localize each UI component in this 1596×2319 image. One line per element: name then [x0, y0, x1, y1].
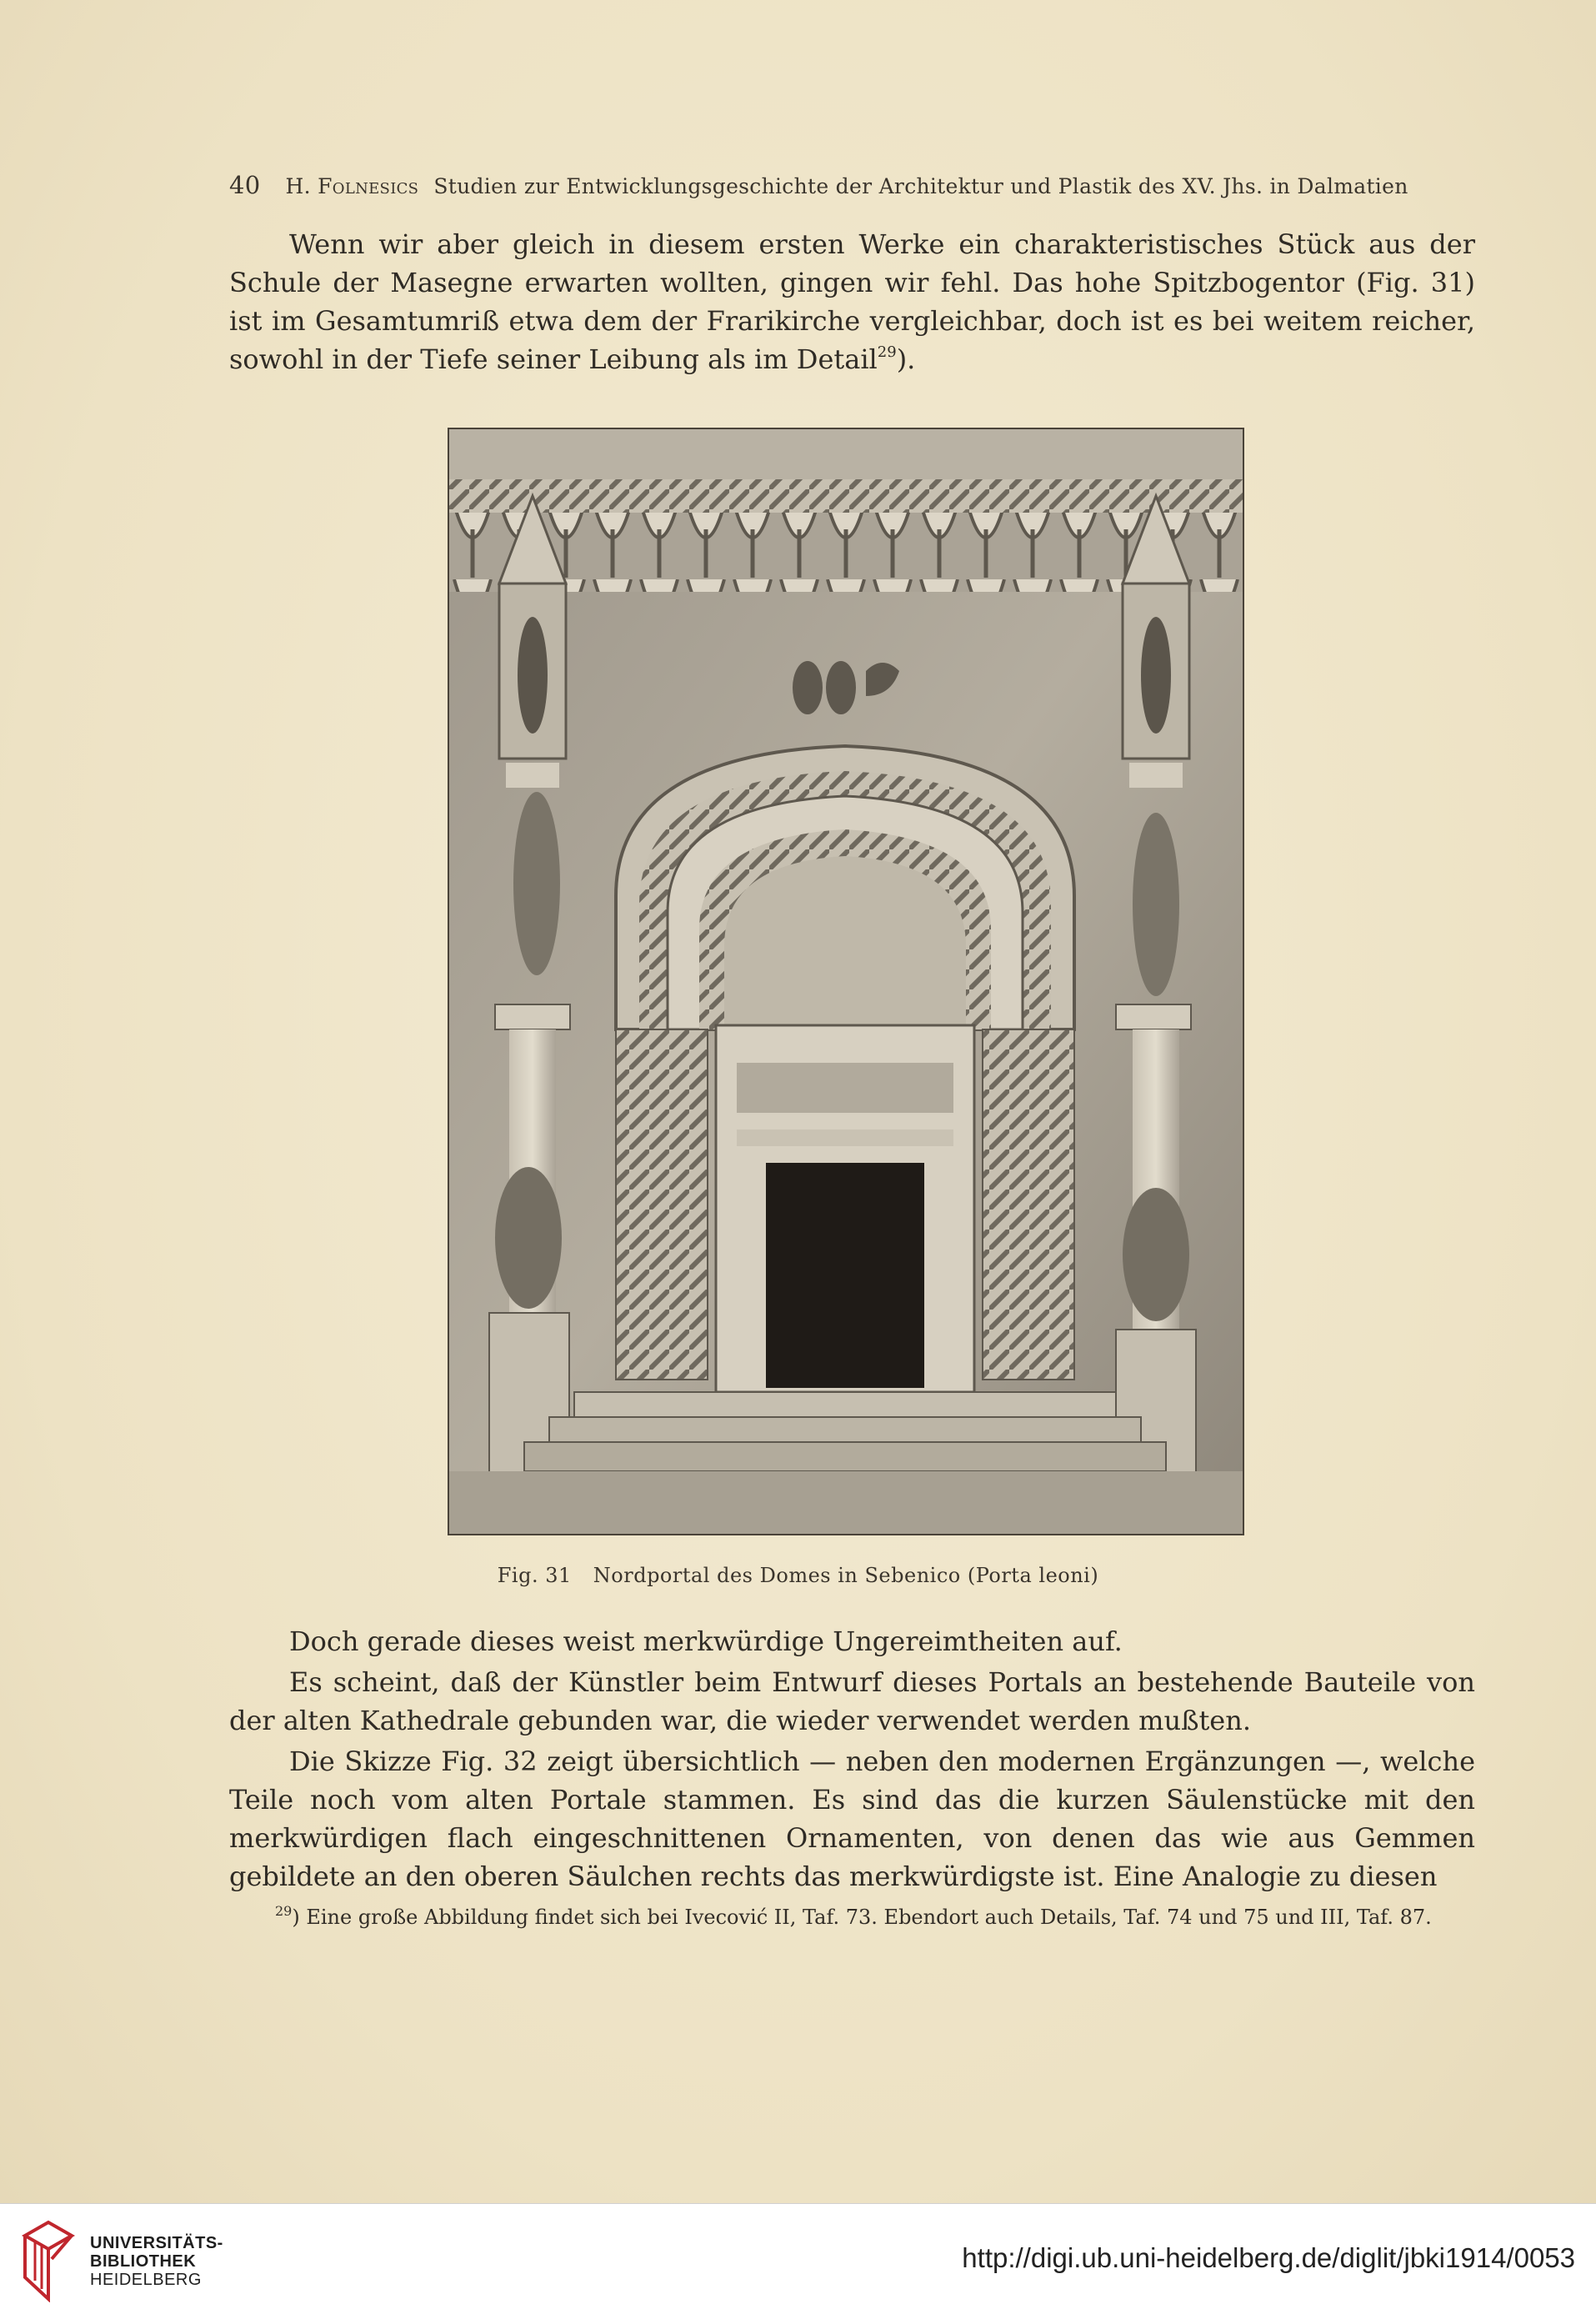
figure-caption	[0, 1564, 1596, 1587]
library-name-line2: BIBLIOTHEK	[90, 2252, 197, 2271]
paragraph-intro-text: Wenn wir aber gleich in diesem ersten Werke ein charakteristisches Stück aus der Schule der Masegne erwarten wollten, gingen wir fehl. Das hohe Spitzbogentor (Fig. 31) ist im Gesamtumriß etwa dem der Frarikirche vergleichbar, doch ist es bei weitem reicher, sowohl in der Tiefe seiner Leibung als im Detail	[229, 228, 1475, 375]
paragraph-3: Es scheint, daß der Künstler beim Entwurf dieses Portals an bestehende Bauteile von der alten Kathedrale gebunden war, die wieder verwendet werden mußten.	[229, 1666, 1475, 1736]
library-logo-text[interactable]	[90, 2234, 223, 2289]
running-head-title: Studien zur Entwicklungsgeschichte der Architektur und Plastik des XV. Jhs. in Dalmatien	[433, 174, 1408, 198]
library-name-line1: UNIVERSITÄTS-	[90, 2234, 223, 2252]
page-number: 40	[229, 171, 261, 199]
paragraph-4: Die Skizze Fig. 32 zeigt übersichtlich — neben den modernen Ergänzungen —, welche Teile noch vom alten Portale stammen. Es sind das die kurzen Säulenstücke mit den merkwürdigen flach eingeschnittenen Ornamenten, von denen das wie aus Gemmen gebildete an den oberen Säulchen rechts das merkwürdigste ist. Eine Analogie zu diesen	[229, 1746, 1475, 1892]
library-footer-bar	[0, 2203, 1596, 2319]
running-head	[229, 171, 1408, 199]
library-name-line3: HEIDELBERG	[90, 2271, 202, 2289]
figure-photo-portal	[448, 428, 1244, 1535]
permalink-url[interactable]: http://digi.ub.uni-heidelberg.de/diglit/jbki1914/0053	[962, 2242, 1575, 2273]
footnote-mark: 29	[275, 1903, 293, 1919]
footnote-text: ) Eine große Abbildung findet sich bei Ivecović II, Taf. 73. Ebendort auch Details, Taf. 74 und 75 und III, Taf. 87.	[292, 1906, 1432, 1929]
portal-photograph	[449, 429, 1243, 1534]
ub-heidelberg-logo-icon	[18, 2219, 78, 2302]
figure-number: Fig. 31	[497, 1564, 572, 1587]
figure-caption-text: Nordportal des Domes in Sebenico (Porta leoni)	[593, 1564, 1099, 1587]
footnote-ref[interactable]: 29	[877, 343, 897, 361]
footnote	[215, 1903, 1461, 1931]
paragraph-intro-end: ).	[896, 343, 916, 375]
paragraph-2: Doch gerade dieses weist merkwürdige Ungereimtheiten auf.	[289, 1625, 1123, 1657]
paragraph-intro	[229, 225, 1475, 378]
running-head-author: H. Folnesics	[285, 174, 419, 198]
